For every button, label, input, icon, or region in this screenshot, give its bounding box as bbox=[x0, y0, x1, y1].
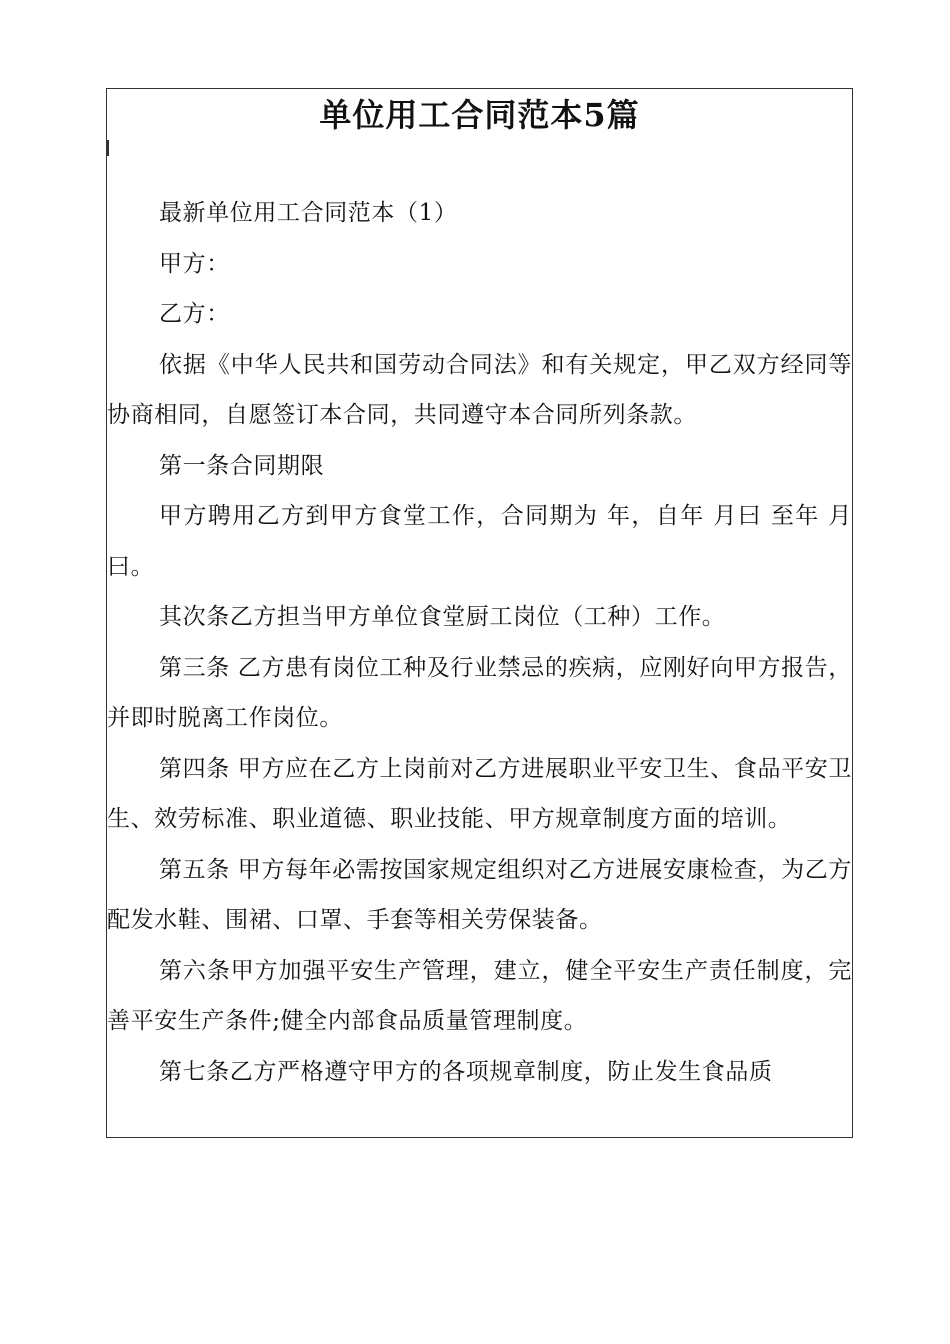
paragraph-article-6: 第六条甲方加强平安生产管理，建立，健全平安生产责任制度，完善平安生产条件;健全内部食品质量管理制度。 bbox=[107, 957, 852, 1034]
document-frame bbox=[106, 88, 853, 1138]
paragraph-article-7: 第七条乙方严格遵守甲方的各项规章制度，防止发生食品质 bbox=[159, 1058, 773, 1085]
paragraph-heading-1: 最新单位用工合同范本（1） bbox=[159, 200, 458, 226]
frame-edge-mark bbox=[106, 140, 109, 156]
paragraph-party-a: 甲方： bbox=[159, 250, 230, 277]
paragraph-article-3: 第三条 乙方患有岗位工种及行业禁忌的疾病，应刚好向甲方报告，并即时脱离工作岗位。 bbox=[107, 654, 852, 731]
document-title: 单位用工合同范本5篇 bbox=[319, 96, 640, 134]
paragraph-article-1: 甲方聘用乙方到甲方食堂工作，合同期为 年，自年 月曰 至年 月曰。 bbox=[107, 503, 853, 580]
document-body bbox=[107, 188, 852, 1097]
paragraph-article-1-title: 第一条合同期限 bbox=[159, 452, 325, 479]
paragraph-article-5: 第五条 甲方每年必需按国家规定组织对乙方进展安康检查，为乙方配发水鞋、围裙、口罩、手套等相关劳保装备。 bbox=[107, 856, 852, 933]
paragraph-preamble: 依据《中华人民共和国劳动合同法》和有关规定，甲乙双方经同等协商相同，自愿签订本合同，共同遵守本合同所列条款。 bbox=[107, 351, 852, 428]
paragraph-article-2: 其次条乙方担当甲方单位食堂厨工岗位（工种）工作。 bbox=[159, 604, 726, 630]
paragraph-article-4: 第四条 甲方应在乙方上岗前对乙方进展职业平安卫生、食品平安卫生、效劳标准、职业道德、职业技能、甲方规章制度方面的培训。 bbox=[107, 755, 852, 832]
paragraph-party-b: 乙方： bbox=[159, 301, 230, 327]
